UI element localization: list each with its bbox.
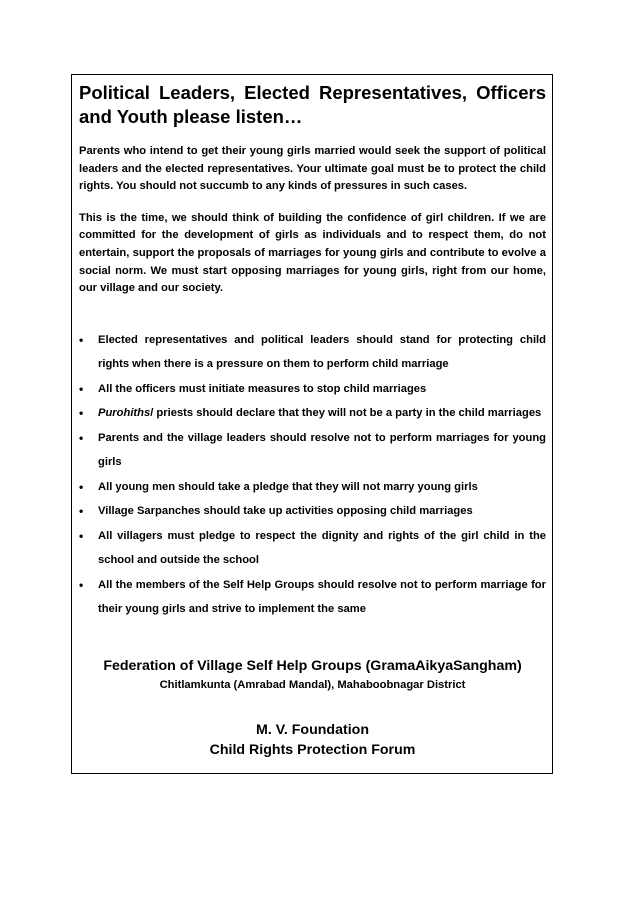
- bullet-icon: •: [79, 430, 84, 445]
- list-item: [79, 573, 546, 622]
- federation-name: Federation of Village Self Help Groups (GramaAikyaSangham): [103, 657, 522, 674]
- bullet-icon: •: [79, 577, 84, 592]
- bullet-icon: •: [79, 381, 84, 396]
- bullet-icon: •: [79, 528, 84, 543]
- notice-box: [71, 74, 553, 774]
- list-item: [79, 426, 546, 475]
- list-item-emphasis: Purohiths: [98, 407, 151, 420]
- paragraph-parents: Parents who intend to get their young girls married would seek the support of political leaders and the elected representatives. Your ultimate goal must be to protect the child rights. You should not succumb to any kinds of pressures in such cases.: [79, 145, 546, 193]
- list-item-text: All the officers must initiate measures to stop child marriages: [98, 382, 427, 395]
- list-item-text: Village Sarpanches should take up activities opposing child marriages: [98, 505, 473, 518]
- forum-name: Child Rights Protection Forum: [209, 741, 416, 758]
- paragraph-confidence: This is the time, we should think of building the confidence of girl children. If we are committed for the development of girls as individuals and to respect them, do not entertain, support the proposals of marriages for young girls and contribute to evolve a social norm. We must start opposing marriages for young girls, right from our home, our village and our society.: [79, 211, 546, 295]
- bullet-icon: •: [79, 479, 84, 494]
- list-item: [79, 377, 546, 402]
- list-item-text: All young men should take a pledge that they will not marry young girls: [98, 480, 478, 493]
- signature-block: [79, 656, 546, 760]
- federation-location: Chitlamkunta (Amrabad Mandal), Mahaboobnagar District: [159, 678, 466, 691]
- list-item-text: Elected representatives and political leaders should stand for protecting child rights when there is a pressure on them to perform child marriage: [98, 333, 546, 371]
- list-item: [79, 475, 546, 500]
- list-item: [79, 499, 546, 524]
- list-item-text: / priests should declare that they will not be a party in the child marriages: [150, 407, 542, 420]
- list-item: [79, 328, 546, 377]
- list-item-text: All villagers must pledge to respect the dignity and rights of the girl child in the school and outside the school: [98, 529, 546, 567]
- list-item-text: Parents and the village leaders should resolve not to perform marriages for young girls: [98, 431, 546, 469]
- list-item: [79, 401, 546, 426]
- bullet-icon: •: [79, 406, 84, 421]
- organization-name: M. V. Foundation: [256, 721, 369, 738]
- list-item-text: All the members of the Self Help Groups should resolve not to perform marriage for their young girls and strive to implement the same: [98, 578, 546, 616]
- bullet-icon: •: [79, 332, 84, 347]
- list-item: [79, 524, 546, 573]
- notice-heading: Political Leaders, Elected Representatives, Officers and Youth please listen…: [79, 82, 546, 127]
- bullet-icon: •: [79, 504, 84, 519]
- appeal-list: [79, 328, 546, 622]
